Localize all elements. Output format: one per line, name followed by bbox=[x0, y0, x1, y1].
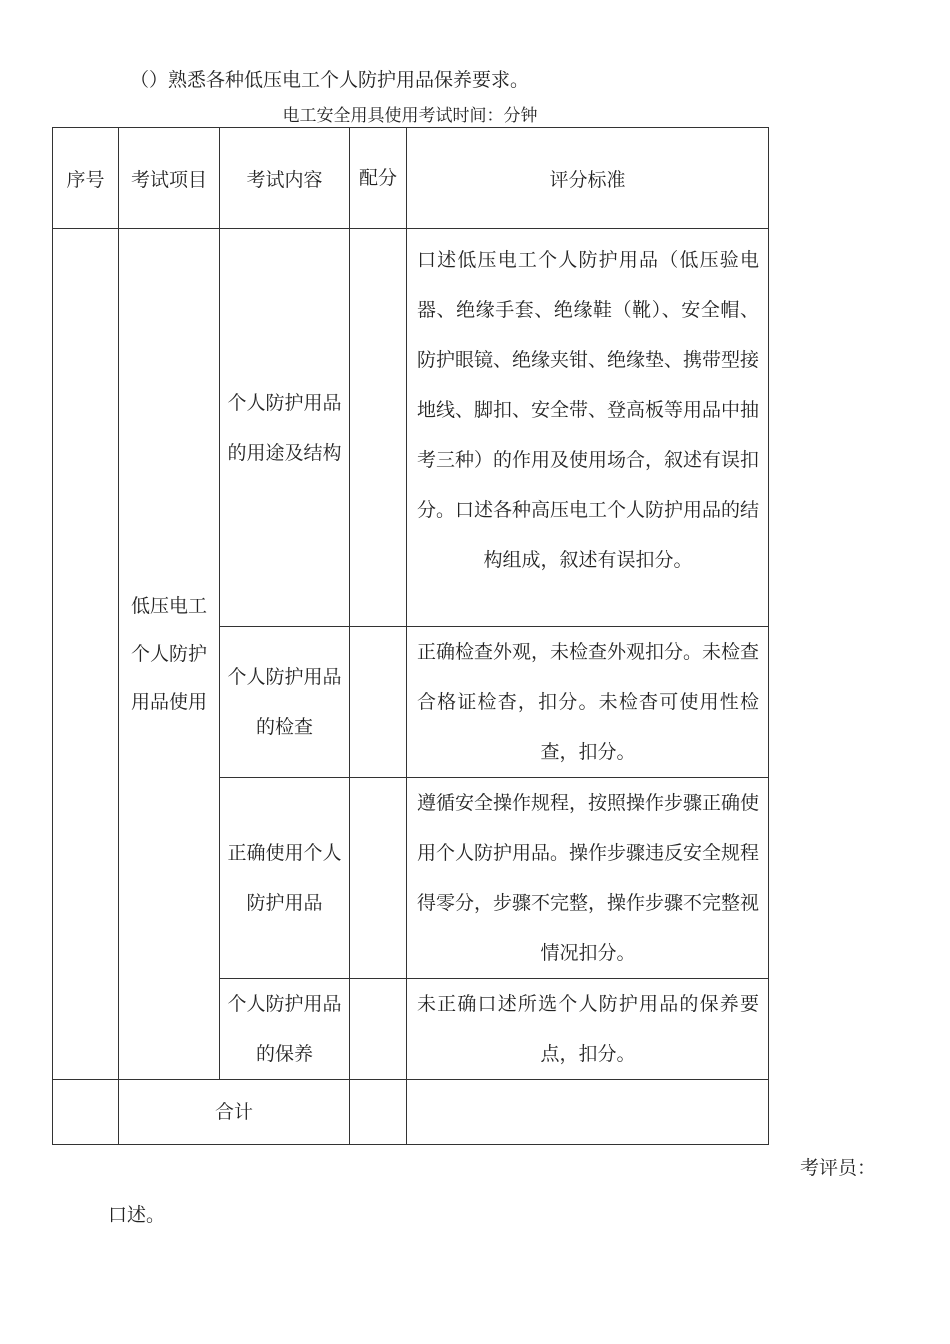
content-cell: 个人防护用品的检查 bbox=[220, 627, 350, 778]
total-label: 合计 bbox=[119, 1080, 350, 1145]
examiner-label: 考评员： bbox=[799, 1157, 876, 1179]
header-row bbox=[53, 128, 769, 229]
criteria-cell: 口述低压电工个人防护用品（低压验电器、绝缘手套、绝缘鞋（靴）、安全帽、防护眼镜、绝缘夹钳、绝缘垫、携带型接地线、脚扣、安全带、登高板等用品中抽考三种）的作用及使用场合，叙述有误扣分。口述各种高压电工个人防护用品的结构组成，叙述有误扣分。 bbox=[407, 229, 769, 627]
intro-line: （）熟悉各种低压电工个人防护用品保养要求。 bbox=[130, 69, 530, 91]
header-score: 配分 bbox=[350, 128, 407, 229]
criteria-cell: 正确检查外观，未检查外观扣分。未检查合格证检杳，扣分。未检杳可使用性检查，扣分。 bbox=[407, 627, 769, 778]
criteria-cell: 未正确口述所选个人防护用品的保养要点，扣分。 bbox=[407, 979, 769, 1080]
table-row bbox=[53, 229, 769, 627]
content-cell: 个人防护用品的保养 bbox=[220, 979, 350, 1080]
project-cell: 低压电工个人防护用品使用 bbox=[119, 229, 220, 1080]
oral-label: 口述。 bbox=[108, 1204, 166, 1226]
score-cell bbox=[350, 627, 407, 778]
content-cell: 个人防护用品的用途及结构 bbox=[220, 229, 350, 627]
scoring-table bbox=[52, 127, 769, 1145]
header-seq: 序号 bbox=[53, 128, 119, 229]
header-content: 考试内容 bbox=[220, 128, 350, 229]
score-cell bbox=[350, 979, 407, 1080]
total-seq-cell bbox=[53, 1080, 119, 1145]
header-criteria: 评分标准 bbox=[407, 128, 769, 229]
criteria-cell: 遵循安全操作规程，按照操作步骤正确使用个人防护用品。操作步骤违反安全规程得零分，步骤不完整，操作步骤不完整视情况扣分。 bbox=[407, 778, 769, 979]
content-cell: 正确使用个人防护用品 bbox=[220, 778, 350, 979]
table-caption: 电工安全用具使用考试时间：分钟 bbox=[282, 106, 538, 126]
total-row bbox=[53, 1080, 769, 1145]
seq-cell bbox=[53, 229, 119, 1080]
header-project: 考试项目 bbox=[119, 128, 220, 229]
total-score-cell bbox=[350, 1080, 407, 1145]
total-criteria-cell bbox=[407, 1080, 769, 1145]
score-cell bbox=[350, 229, 407, 627]
score-cell bbox=[350, 778, 407, 979]
